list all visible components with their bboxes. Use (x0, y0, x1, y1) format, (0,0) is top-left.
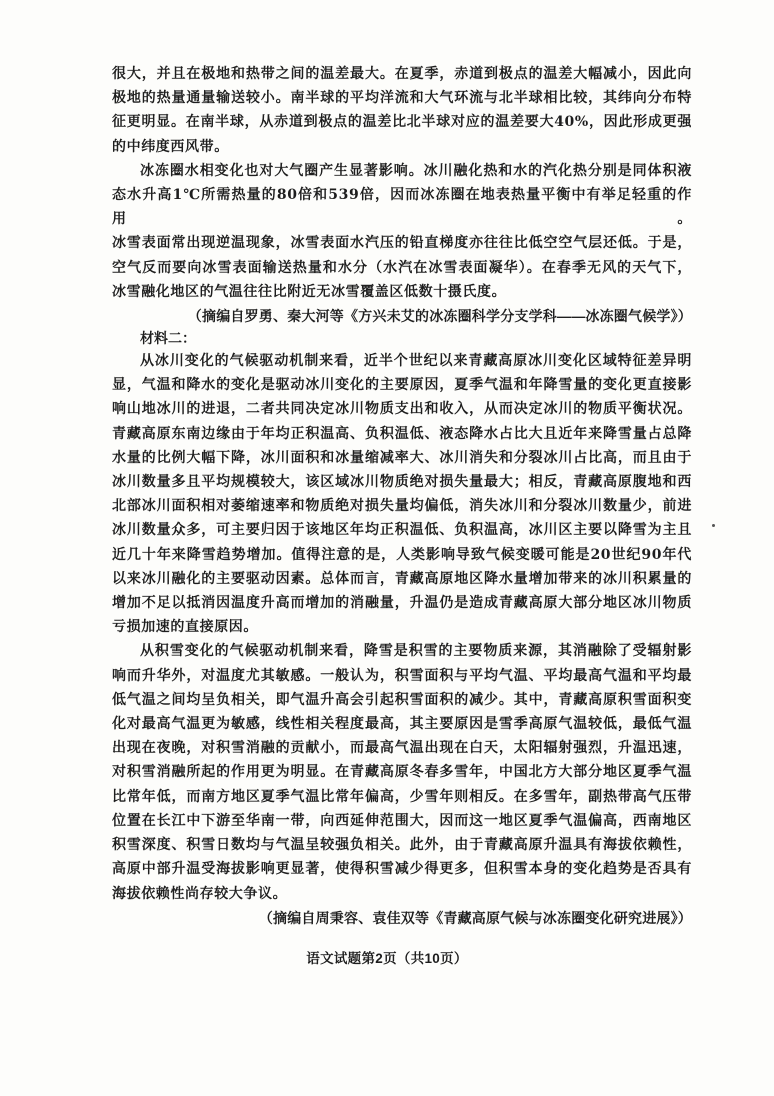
text-line: 冰雪表面常出现逆温现象，冰雪表面水汽压的铅直梯度亦往往比低空空气层还低。于是， (112, 235, 692, 252)
text-line: 低气温之间均呈负相关，即气温升高会引起积雪面积的减少。其中，青藏高原积雪面积变 (112, 691, 692, 708)
text-line: 高原中部升温受海拔影响更显著，使得积雪减少得更多，但积雪本身的变化趋势是否具有 (112, 861, 692, 878)
text-line: 对积雪消融所起的作用更为明显。在青藏高原冬春多雪年，中国北方大部分地区夏季气温 (112, 764, 692, 781)
page-content (112, 62, 692, 929)
text-line: 显，气温和降水的变化是驱动冰川变化的主要原因，夏季气温和年降雪量的变化更直接影 (112, 377, 692, 394)
text-line: 响山地冰川的进退，二者共同决定冰川物质支出和收入，从而决定冰川的物质平衡状况。 (112, 401, 692, 418)
text-line: 亏损加速的直接原因。 (112, 619, 258, 636)
material2-paragraph-2 (112, 639, 692, 905)
scan-speck (712, 524, 715, 527)
material2-source: （摘编自周秉容、袁佳双等《青藏高原气候与冰冻圈变化研究进展》） (258, 909, 692, 926)
text-line: 海拔依赖性尚存较大争议。 (112, 885, 288, 902)
text-line: 冰川数量众多，可主要归因于该地区年均正积温低、负积温高，冰川区主要以降雪为主且 (112, 522, 692, 539)
material1-paragraph-2 (112, 159, 692, 304)
material2-paragraph-1 (112, 349, 692, 639)
material1-source: （摘编自罗勇、秦大河等《方兴未艾的冰冻圈科学分支学科——冰冻圈气候学》） (187, 308, 692, 325)
text-line: 积雪深度、积雪日数均与气温呈较强负相关。此外，由于青藏高原升温具有海拔依赖性， (112, 837, 692, 854)
text-line: 响而升华外，对温度尤其敏感。一般认为，积雪面积与平均气温、平均最高气温和平均最 (112, 667, 692, 684)
text-line: 极地的热量通量输送较小。南半球的平均洋流和大气环流与北半球相比较，其纬向分布特 (112, 90, 692, 107)
text-line: 从冰川变化的气候驱动机制来看，近半个世纪以来青藏高原冰川变化区域特征差异明 (140, 353, 692, 370)
text-line: 比常年低，而南方地区夏季气温比常年偏高，少雪年则相反。在多雪年，副热带高气压带 (112, 788, 692, 805)
text-line: 北部冰川面积相对萎缩速率和物质绝对损失量均偏低，消失冰川和分裂冰川数量少，前进 (112, 498, 692, 515)
text-line: 的中纬度西风带。 (112, 138, 229, 155)
text-line: 空气反而要向冰雪表面输送热量和水分（水汽在冰雪表面凝华）。在春季无风的天气下， (112, 259, 692, 276)
text-line: 冰雪融化地区的气温往往比附近无冰雪覆盖区低数十摄氏度。 (112, 283, 507, 300)
text-line: 以来冰川融化的主要驱动因素。总体而言，青藏高原地区降水量增加带来的冰川积累量的 (112, 570, 692, 587)
text-line: 水量的比例大幅下降，冰川面积和冰量缩减率大、冰川消失和分裂冰川占比高，而且由于 (112, 449, 692, 466)
text-line: 征更明显。在南半球，从赤道到极点的温差比北半球对应的温差要大40%，因此形成更强 (112, 114, 692, 131)
text-line: 从积雪变化的气候驱动机制来看，降雪是积雪的主要物质来源，其消融除了受辐射影 (140, 643, 692, 660)
text-line: 近几十年来降雪趋势增加。值得注意的是，人类影响导致气候变暖可能是20世纪90年代 (112, 546, 692, 563)
text-line: 位置在长江中下游至华南一带，向西延伸范围大，因而这一地区夏季气温偏高，西南地区 (112, 812, 692, 829)
text-line: 青藏高原东南边缘由于年均正积温高、负积温低、液态降水占比大且近年来降雪量占总降 (112, 425, 692, 442)
text-line: 很大，并且在极地和热带之间的温差最大。在夏季，赤道到极点的温差大幅减小，因此向 (112, 66, 692, 82)
page-footer: 语文试题第2页（共10页） (306, 951, 468, 966)
material2-heading: 材料二： (140, 330, 196, 347)
text-line: 冰川数量多且平均规模较大，该区域冰川物质绝对损失量最大；相反，青藏高原腹地和西 (112, 474, 692, 491)
text-line: 出现在夜晚，对积雪消融的贡献小，而最高气温出现在白天，太阳辐射强烈，升温迅速， (112, 740, 692, 757)
text-line: 态水升高1℃所需热量的80倍和539倍，因而冰冻圈在地表热量平衡中有举足轻重的作用。 (112, 187, 692, 228)
text-line: 冰冻圈水相变化也对大气圈产生显著影响。冰川融化热和水的汽化热分别是同体积液 (140, 162, 692, 179)
text-line: 增加不足以抵消因温度升高而增加的消融量，升温仍是造成青藏高原大部分地区冰川物质 (112, 595, 692, 612)
material1-paragraph-1 (112, 62, 692, 159)
text-line: 化对最高气温更为敏感，线性相关程度最高，其主要原因是雪季高原气温较低，最低气温 (112, 716, 692, 733)
